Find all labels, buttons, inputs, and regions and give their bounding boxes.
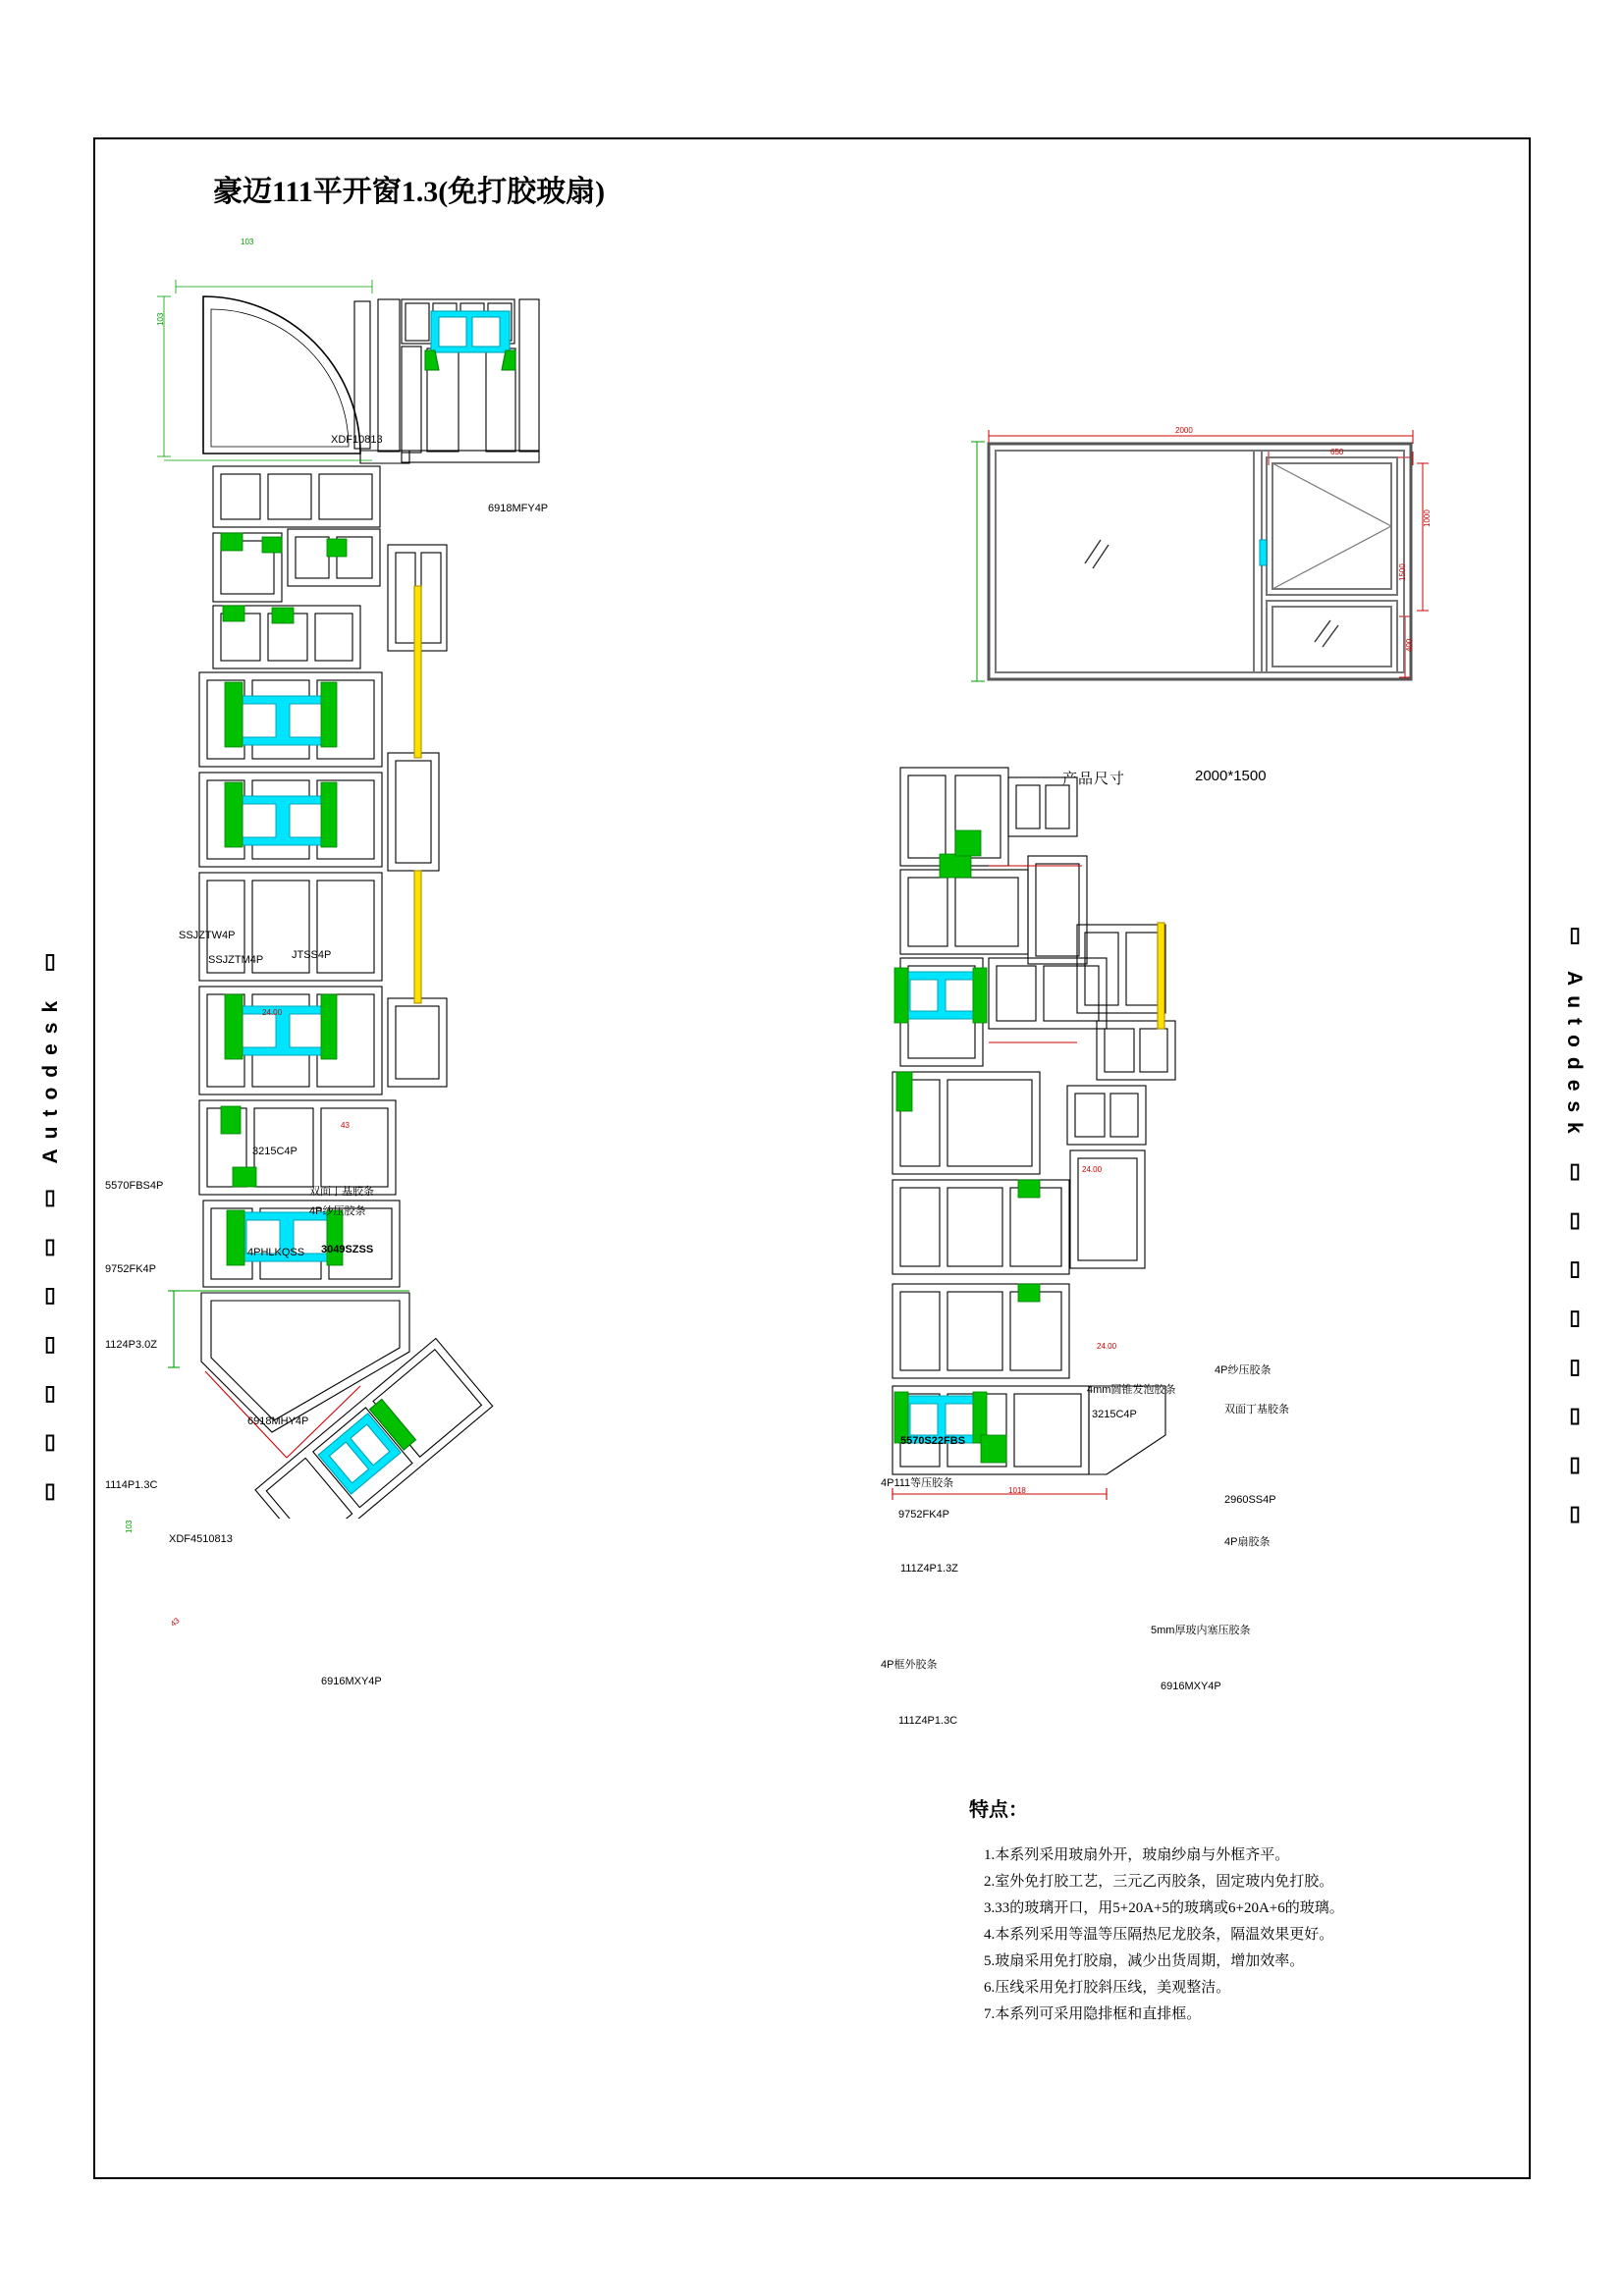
label-6918mhy4p: 6918MHY4P: [247, 1415, 309, 1427]
label-1114p13c: 1114P1.3C: [105, 1479, 158, 1491]
features-heading: 特点：: [969, 1799, 1028, 1821]
callout-foam-strip: 4mm圆锥发泡胶条: [1087, 1384, 1176, 1396]
dim-left-bottom-height: 103: [125, 1520, 134, 1533]
feature-item: 4.本系列采用等温等压隔热尼龙胶条，隔温效果更好。: [984, 1927, 1334, 1943]
label-3215c4p: 3215C4P: [252, 1146, 298, 1157]
label-xdf4510813: XDF4510813: [169, 1533, 233, 1545]
label-111z4p13c: 111Z4P1.3C: [898, 1715, 958, 1727]
feature-item: 3.33的玻璃开口，用5+20A+5的玻璃或6+20A+6的玻璃。: [984, 1900, 1344, 1916]
label-2960ss4p: 2960SS4P: [1224, 1494, 1276, 1506]
label-3049szss: 3049SZSS: [321, 1244, 374, 1255]
label-6916mxy4p: 6916MXY4P: [321, 1676, 382, 1687]
features-list: [984, 1842, 1344, 2028]
label-9752fk4p: 9752FK4P: [105, 1263, 156, 1275]
dim-left-mid: 24.00: [262, 1008, 283, 1017]
label-4p111-gasket: 4P111等压胶条: [881, 1477, 954, 1489]
elev-dim-total-width: 2000: [1175, 426, 1193, 435]
label-4p-outer-gasket: 4P框外胶条: [881, 1659, 938, 1671]
feature-item: 6.压线采用免打胶斜压线，美观整洁。: [984, 1980, 1231, 1996]
dim-left-diag: 43: [169, 1616, 182, 1629]
dim-left-top-width: 103: [241, 238, 254, 246]
watermark-right: ▯ Autodesk ▯ ▯ ▯ ▯ ▯ ▯ ▯ ▯: [1563, 923, 1586, 1535]
drawing-sheet: [93, 137, 1531, 2179]
product-size-label: 产品尺寸: [1062, 771, 1126, 787]
elevation-view: [969, 424, 1431, 679]
callout-inner-glazing-bead: 5mm厚玻内塞压胶条: [1151, 1625, 1251, 1636]
label-6918mfy4p: 6918MFY4P: [488, 503, 549, 514]
label-5570s22fbs: 5570S22FBS: [900, 1435, 966, 1447]
elev-dim-height-upper: 1000: [1423, 509, 1432, 527]
label-4phlkqss: 4PHLKQSS: [247, 1247, 305, 1258]
label-111z4p13z: 111Z4P1.3Z: [900, 1563, 958, 1575]
dim-right-1: 24.00: [1097, 1342, 1117, 1351]
callout-screen-gasket-left: 4P纱压胶条: [309, 1205, 366, 1217]
label-ssjztm4p: SSJZTM4P: [208, 954, 264, 966]
left-section-drawing: [115, 193, 783, 1519]
label-1124p30z: 1124P3.0Z: [105, 1339, 158, 1351]
label-jtss4p: JTSS4P: [292, 949, 332, 961]
label-9752fk4p-right: 9752FK4P: [898, 1509, 949, 1521]
elev-dim-height-lower: 400: [1405, 638, 1414, 652]
dim-right-2: 24.00: [1082, 1165, 1103, 1174]
callout-screen-gasket-right: 4P纱压胶条: [1215, 1364, 1271, 1376]
dim-left-43: 43: [341, 1121, 350, 1130]
feature-item: 5.玻扇采用免打胶扇，减少出货周期，增加效率。: [984, 1953, 1305, 1969]
dim-left-top-height: 103: [156, 312, 165, 326]
feature-item: 1.本系列采用玻扇外开，玻扇纱扇与外框齐平。: [984, 1847, 1290, 1863]
drawing-title: 豪迈111平开窗1.3(免打胶玻扇): [213, 176, 606, 208]
dim-right-3: 1018: [1008, 1486, 1026, 1495]
feature-item: 2.室外免打胶工艺，三元乙丙胶条，固定玻内免打胶。: [984, 1874, 1334, 1890]
elev-dim-height-total: 1500: [1398, 563, 1407, 581]
watermark-left: ▯ ▯ ▯ ▯ ▯ ▯ ▯ Autodesk ▯: [39, 942, 62, 1506]
product-size-value: 2000*1500: [1195, 768, 1267, 784]
callout-butyl-tape-right: 双面丁基胶条: [1224, 1404, 1289, 1415]
label-6916mxy4p-right: 6916MXY4P: [1161, 1681, 1221, 1692]
label-xdf10813: XDF10813: [331, 434, 383, 446]
label-3215c4p-right: 3215C4P: [1092, 1409, 1137, 1420]
callout-sash-gasket: 4P扇胶条: [1224, 1536, 1271, 1548]
label-5570fbs4p: 5570FBS4P: [105, 1180, 164, 1192]
callout-butyl-tape-left: 双面丁基胶条: [309, 1186, 374, 1198]
label-ssjztw4p: SSJZTW4P: [179, 930, 236, 941]
elev-dim-sash-width: 650: [1330, 448, 1344, 456]
feature-item: 7.本系列可采用隐排框和直排框。: [984, 2006, 1202, 2022]
